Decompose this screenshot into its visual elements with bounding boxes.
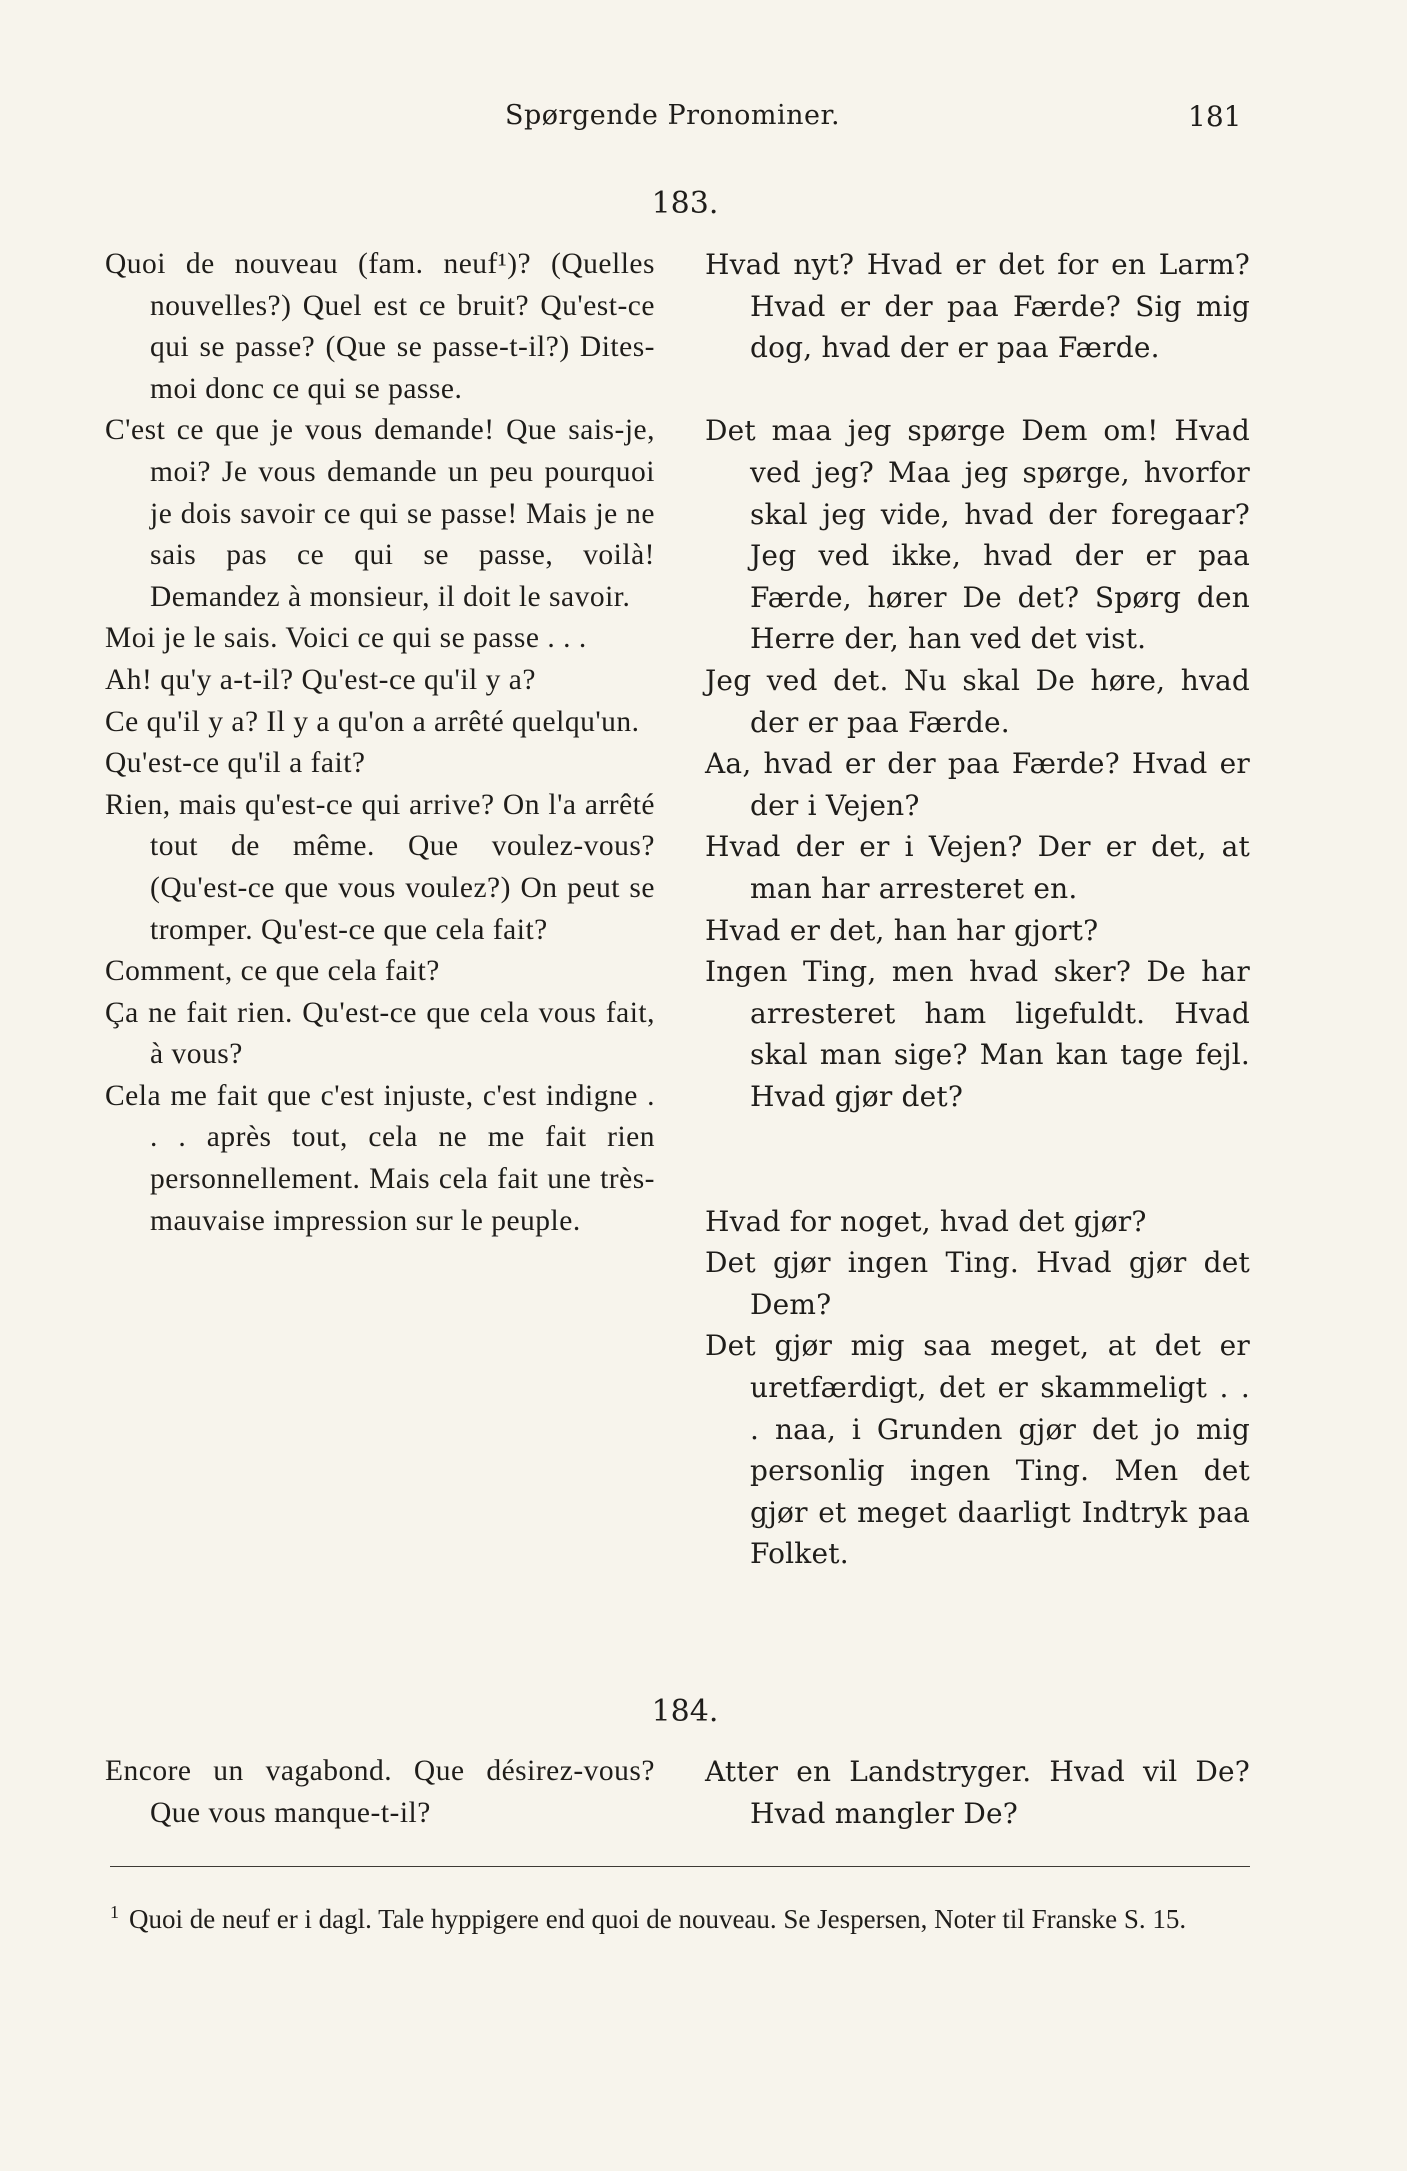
danish-paragraph: Det gjør mig saa meget, at det er uretfærdigt, det er skammeligt . . . naa, i Grunden gjør det jo mig personlig ingen Ting. Men det gjør et meget daarligt Indtryk paa Folket. (705, 1329, 1250, 1571)
danish-paragraph: Hvad nyt? Hvad er det for en Larm? Hvad er der paa Færde? Sig mig dog, hvad der er paa Færde. (705, 248, 1250, 365)
spacer (705, 369, 1250, 411)
spacer (705, 1159, 1250, 1201)
running-head (0, 100, 1407, 144)
french-paragraph: Ce qu'il y a? Il y a qu'on a arrêté quelqu'un. (105, 705, 640, 738)
french-paragraph: Encore un vagabond. Que désirez-vous? Que vous manque-t-il? (105, 1755, 655, 1829)
danish-paragraph: Hvad for noget, hvad det gjør? (705, 1204, 1147, 1238)
french-paragraph: Comment, ce que cela fait? (105, 955, 440, 988)
danish-paragraph: Aa, hvad er der paa Færde? Hvad er der i Vejen? (705, 747, 1250, 822)
french-paragraph: Ah! qu'y a-t-il? Qu'est-ce qu'il y a? (105, 663, 536, 696)
danish-column-184 (705, 1751, 1250, 1834)
section-number-183: 183. (651, 186, 719, 221)
danish-paragraph: Det gjør ingen Ting. Hvad gjør det Dem? (705, 1246, 1250, 1321)
danish-paragraph: Jeg ved det. Nu skal De høre, hvad der er paa Færde. (705, 663, 1250, 739)
footnote-marker: 1 (110, 1902, 119, 1922)
footnote-rule (110, 1866, 1250, 1867)
danish-paragraph: Det maa jeg spørge Dem om! Hvad ved jeg? Maa jeg spørge, hvorfor skal jeg vide, hvad der foregaar? Jeg ved ikke, hvad der er paa Færde, hører De det? Spørg den Herre der, han ved det vist. (705, 414, 1250, 656)
footnote-text: Quoi de neuf er i dagl. Tale hyppigere end quoi de nouveau. Se Jespersen, Noter til Franske S. 15. (129, 1904, 1187, 1934)
danish-column-183 (705, 244, 1250, 1575)
section-number-184: 184. (651, 1694, 719, 1729)
french-paragraph: Rien, mais qu'est-ce qui arrive? On l'a arrêté tout de même. Que voulez-vous? (Qu'est-ce que vous voulez?) On peut se tromper. Qu'est-ce que cela fait? (105, 788, 655, 946)
french-paragraph: C'est ce que je vous demande! Que sais-je, moi? Je vous demande un peu pourquoi je dois savoir ce qui se passe! Mais je ne sais pas ce qui se passe, voilà! Demandez à monsieur, il doit le savoir. (105, 414, 655, 613)
danish-paragraph: Hvad der er i Vejen? Der er det, at man har arresteret en. (705, 830, 1250, 905)
footnote (110, 1893, 1250, 1938)
french-column-183 (105, 244, 655, 1242)
spacer (705, 1117, 1250, 1159)
french-column-184 (105, 1751, 655, 1834)
page-number: 181 (1188, 100, 1242, 133)
running-title: Spørgende Pronominer. (505, 100, 841, 131)
danish-paragraph: Ingen Ting, men hvad sker? De har arresteret ham ligefuldt. Hvad skal man sige? Man kan tage fejl. Hvad gjør det? (705, 955, 1250, 1113)
french-paragraph: Cela me fait que c'est injuste, c'est indigne . . . après tout, cela ne me fait rien personnellement. Mais cela fait une très-mauvaise impression sur le peuple. (105, 1079, 655, 1237)
danish-paragraph: Atter en Landstryger. Hvad vil De? Hvad mangler De? (705, 1755, 1250, 1830)
french-paragraph: Ça ne fait rien. Qu'est-ce que cela vous fait, à vous? (105, 996, 655, 1071)
danish-paragraph: Hvad er det, han har gjort? (705, 913, 1099, 947)
french-paragraph: Qu'est-ce qu'il a fait? (105, 747, 366, 780)
french-paragraph: Moi je le sais. Voici ce qui se passe . . . (105, 622, 587, 655)
french-paragraph: Quoi de nouveau (fam. neuf¹)? (Quelles nouvelles?) Quel est ce bruit? Qu'est-ce qui se passe? (Que se passe-t-il?) Dites-moi donc ce qui se passe. (105, 248, 655, 405)
